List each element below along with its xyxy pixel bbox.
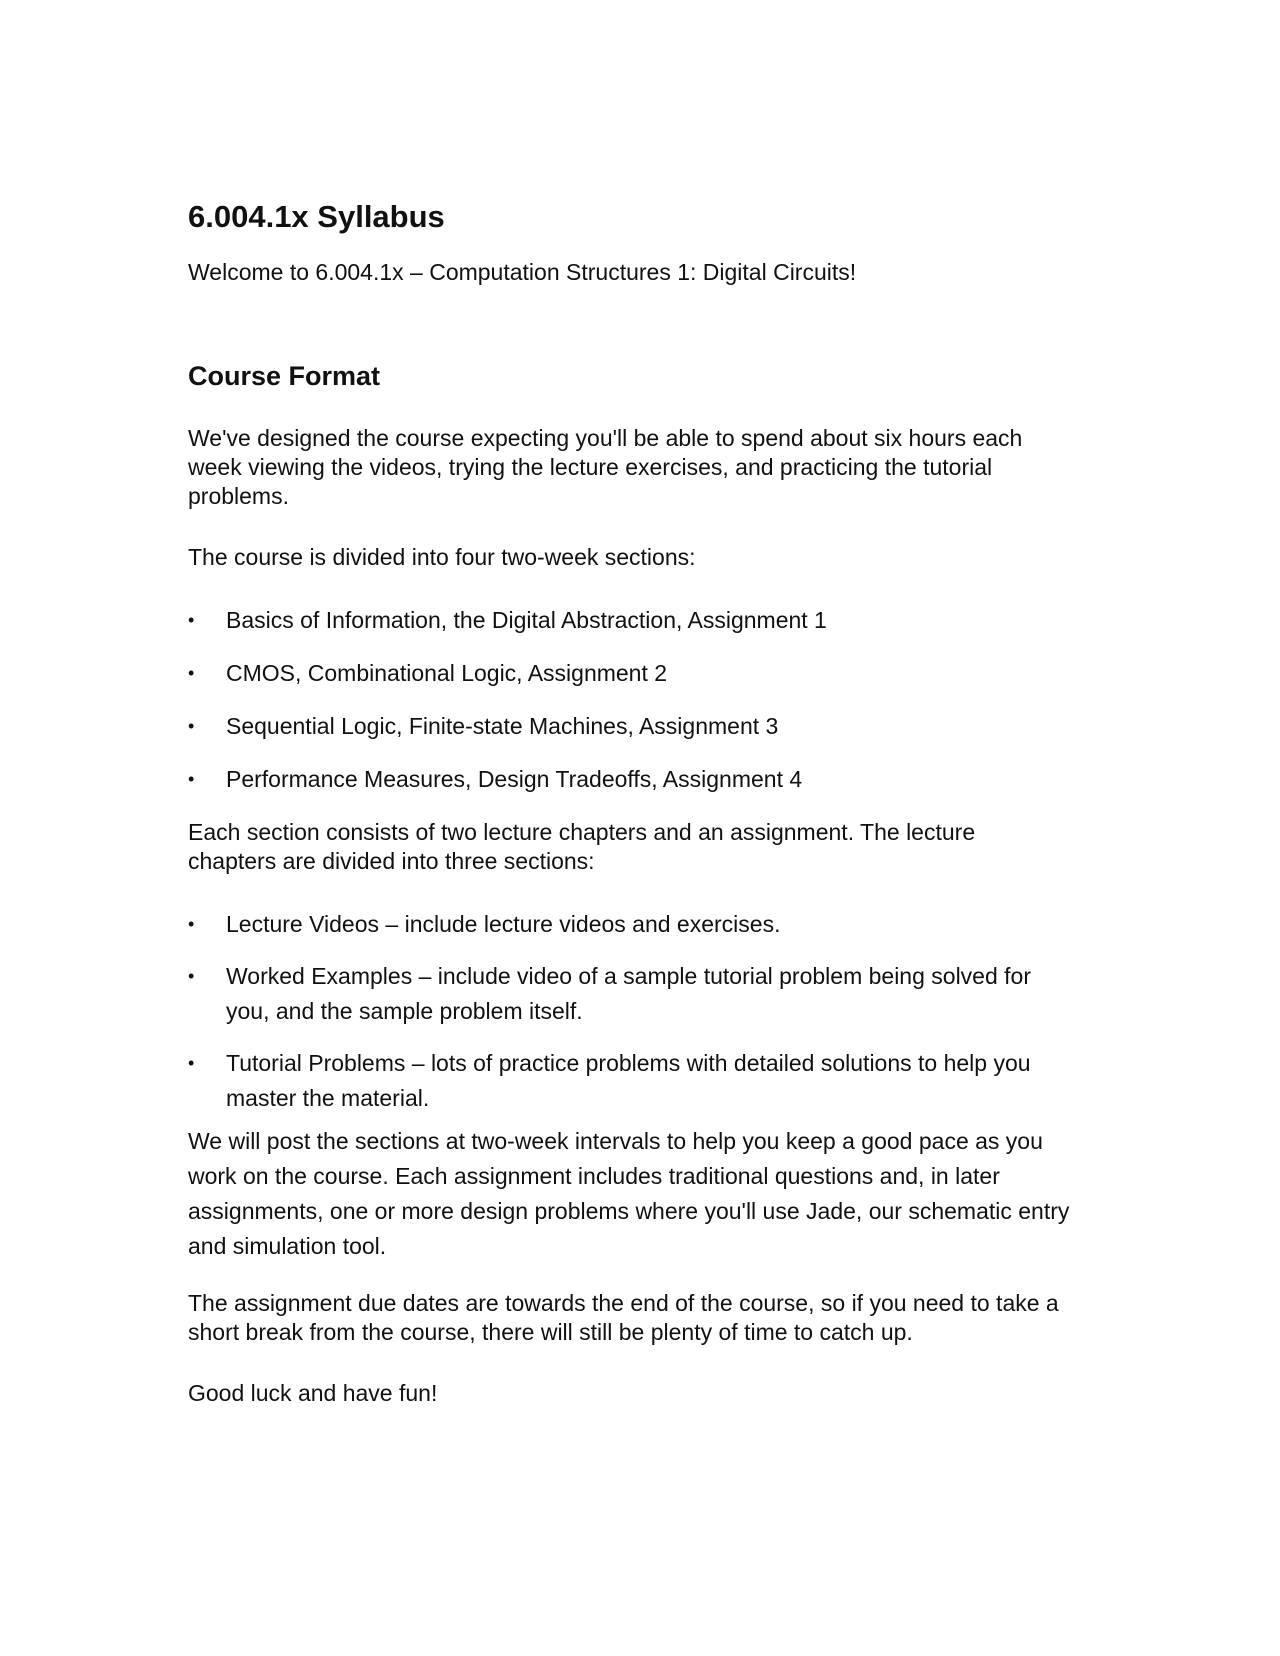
- bullet-icon: •: [188, 914, 195, 934]
- bullet-icon: •: [188, 716, 195, 736]
- list-item-text: CMOS, Combinational Logic, Assignment 2: [226, 660, 668, 686]
- bullet-icon: •: [188, 1053, 195, 1073]
- list-item: [188, 709, 1088, 744]
- list-item: [188, 762, 1088, 797]
- bullet-icon: •: [188, 966, 195, 986]
- chapter-parts-list: [188, 907, 1068, 1133]
- bullet-icon: •: [188, 769, 195, 789]
- sections-list: [188, 603, 1088, 815]
- list-item: [188, 656, 1088, 691]
- posting-paragraph: We will post the sections at two-week intervals to help you keep a good pace as you work on the course. Each assignment includes traditional questions and, in later assignments, one or more design problems where you'll use Jade, our schematic entry and simulation tool.: [188, 1128, 1070, 1259]
- intro-paragraph: We've designed the course expecting you'll be able to spend about six hours each week viewing the videos, trying the lecture exercises, and practicing the tutorial problems.: [188, 425, 1023, 509]
- due-dates-paragraph: The assignment due dates are towards the end of the course, so if you need to take a short break from the course, there will still be plenty of time to catch up.: [188, 1290, 1059, 1345]
- welcome-text: Welcome to 6.004.1x – Computation Structures 1: Digital Circuits!: [188, 259, 857, 285]
- page-title: 6.004.1x Syllabus: [188, 199, 445, 234]
- chapters-intro: Each section consists of two lecture chapters and an assignment. The lecture chapters are divided into three sections:: [188, 819, 976, 874]
- section-heading-course-format: Course Format: [188, 361, 381, 391]
- list-item-text: Tutorial Problems – lots of practice problems with detailed solutions to help you master the material.: [226, 1050, 1031, 1111]
- list-item: [188, 959, 1068, 1029]
- list-item: [188, 907, 1068, 942]
- list-item-text: Performance Measures, Design Tradeoffs, Assignment 4: [226, 766, 803, 792]
- closing-text: Good luck and have fun!: [188, 1380, 438, 1406]
- list-item: [188, 603, 1088, 638]
- list-item-text: Lecture Videos – include lecture videos and exercises.: [226, 911, 781, 937]
- sections-intro: The course is divided into four two-week sections:: [188, 544, 696, 570]
- bullet-icon: •: [188, 663, 195, 683]
- list-item-text: Worked Examples – include video of a sample tutorial problem being solved for you, and the sample problem itself.: [226, 963, 1031, 1024]
- list-item: [188, 1046, 1068, 1116]
- list-item-text: Basics of Information, the Digital Abstraction, Assignment 1: [226, 607, 827, 633]
- bullet-icon: •: [188, 610, 195, 630]
- list-item-text: Sequential Logic, Finite-state Machines, Assignment 3: [226, 713, 779, 739]
